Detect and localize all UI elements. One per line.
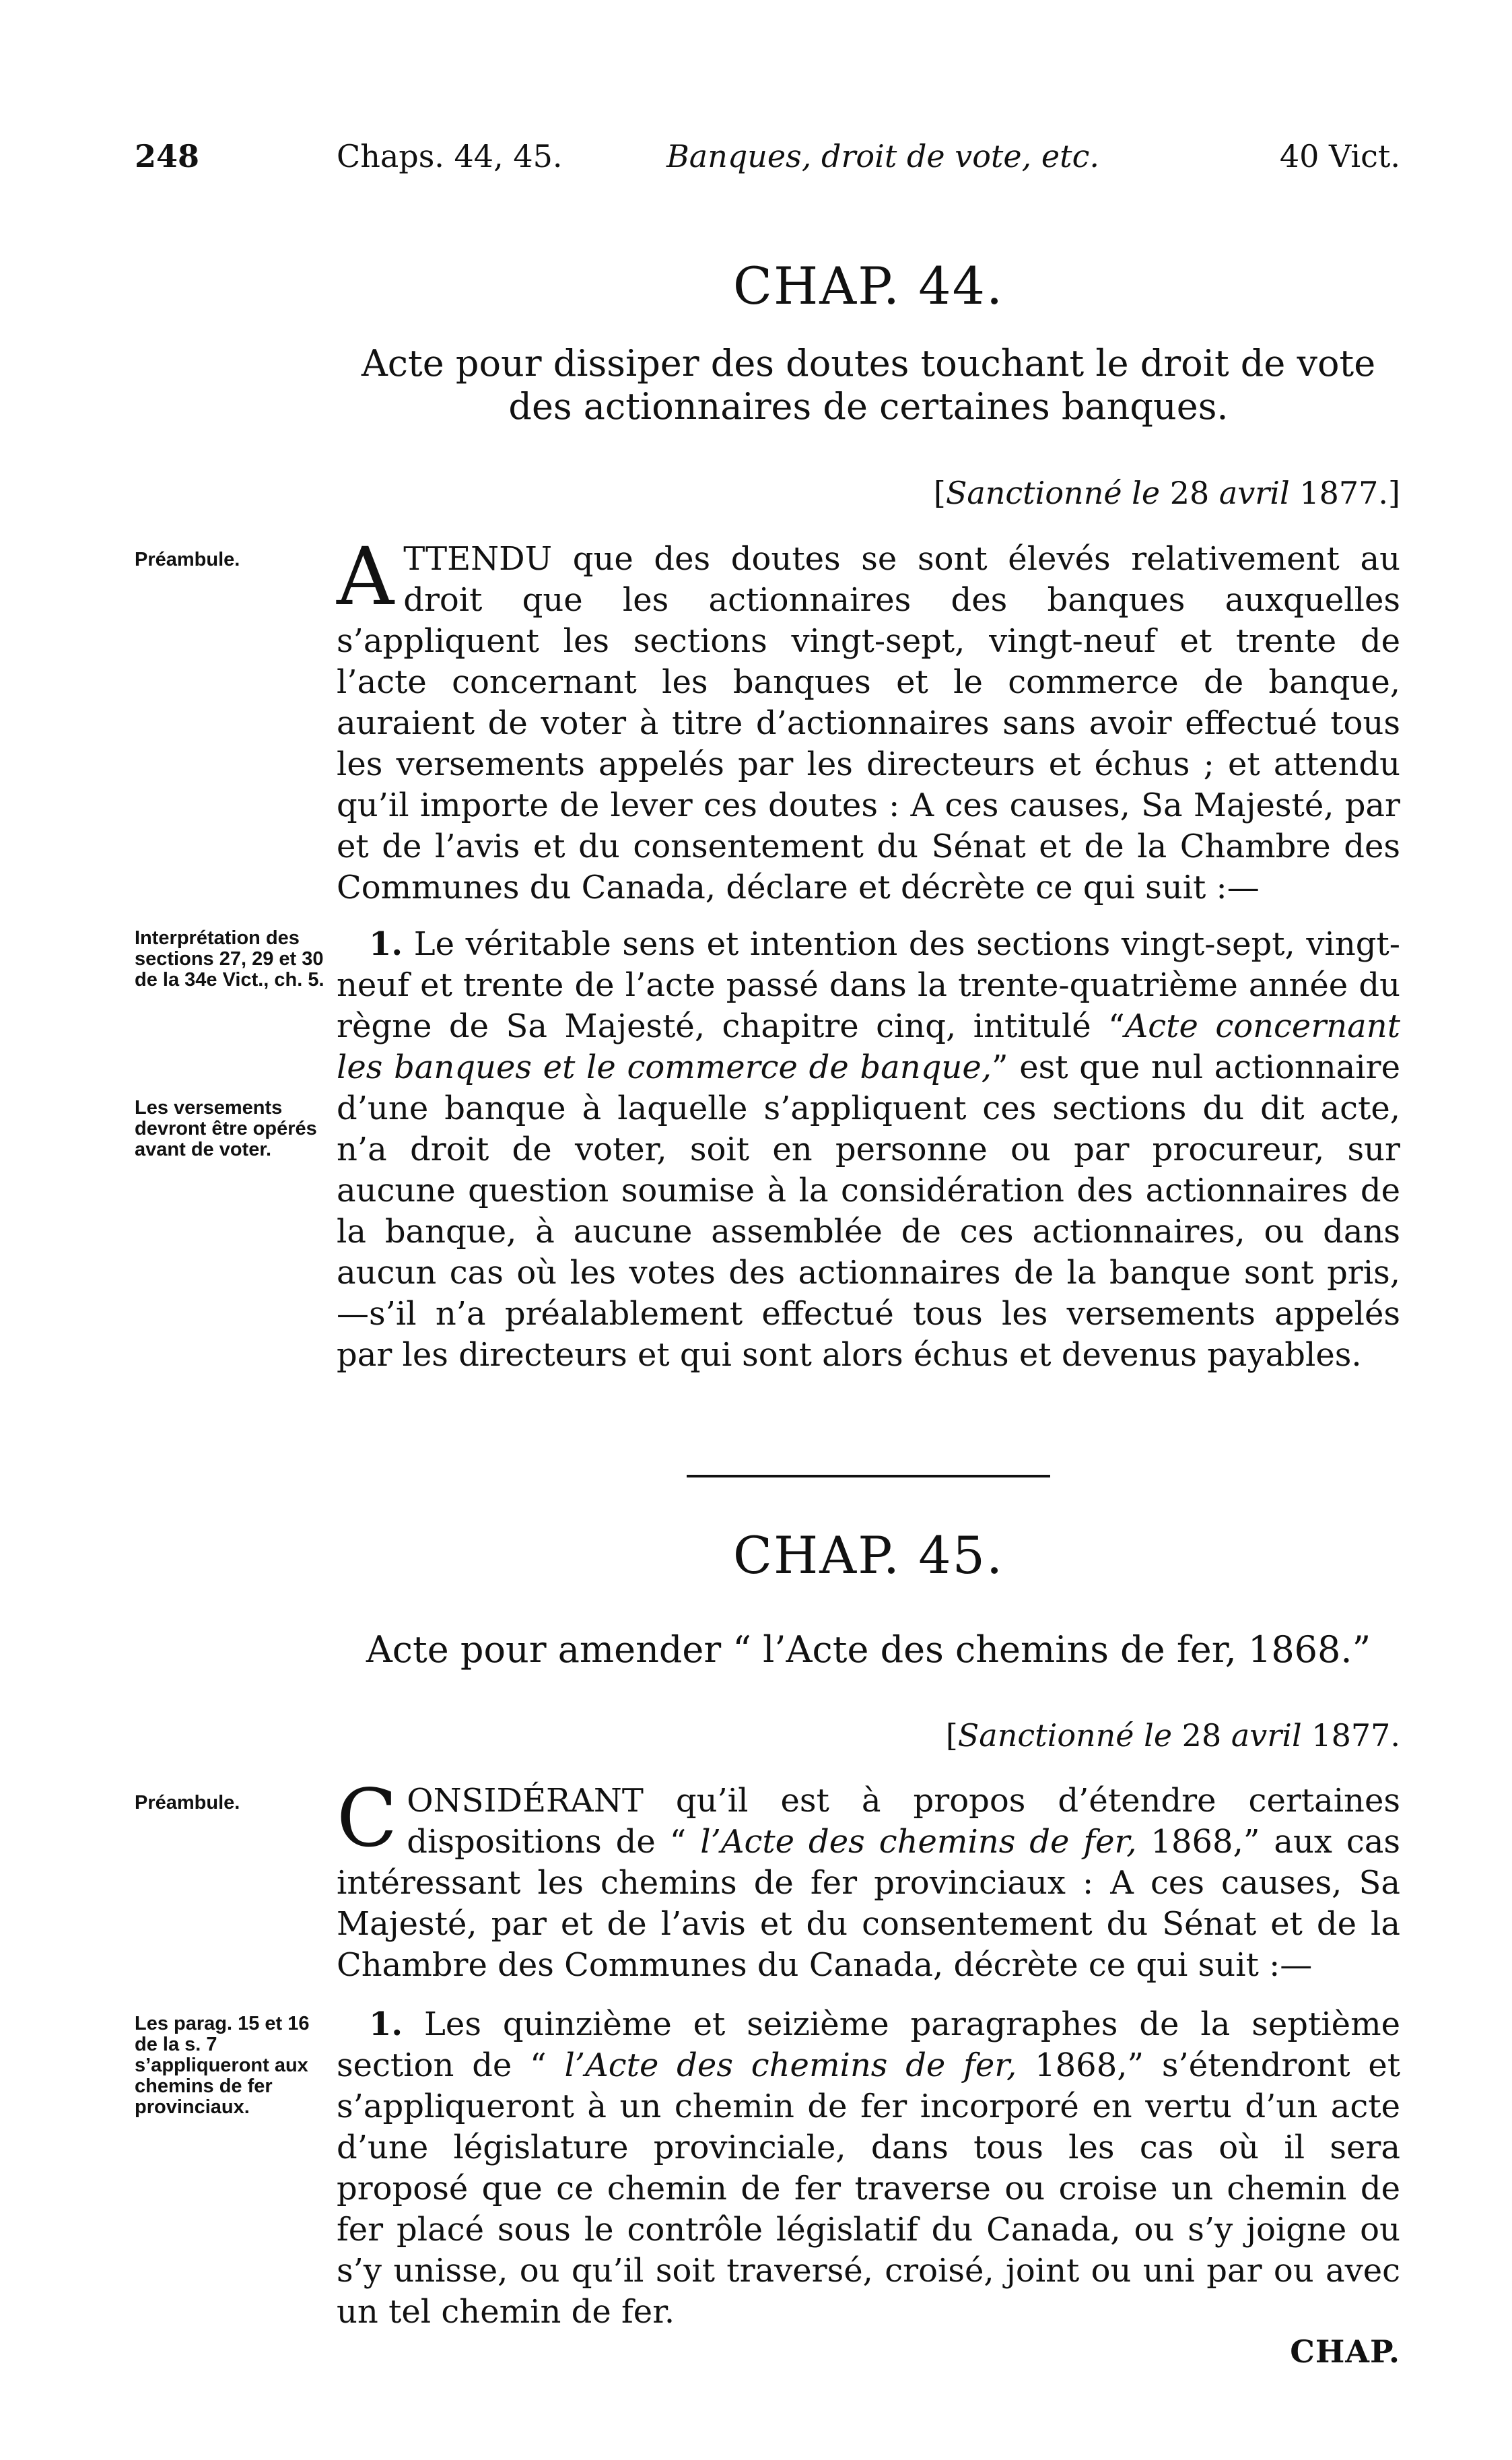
chap45-sanction: [Sanctionné le 28 avril 1877.: [945, 1717, 1400, 1754]
chap45-section-act-name: l’Acte des chemins de fer,: [564, 2047, 1017, 2084]
chap44-preamble-text: TTENDU que des doutes se sont élevés relativement au droit que les actionnaires des banques auxquelles s’appliquent les sections vingt-sept, vingt-neuf et trente de l’acte concernant les banques et le commerce de banque, auraient de voter à titre d’actionnaires sans avoir effectué tous les versements appelés par les directeurs et échus ; et attendu qu’il importe de lever ces doutes : A ces causes, Sa Majesté, par et de l’avis et du consentement du Sénat et de la Chambre des Communes du Canada, déclare et décrète ce qui suit :—: [337, 540, 1400, 906]
chap44-preamble-note: Préambule.: [135, 549, 240, 570]
chap45-section-1: [337, 2004, 1400, 2333]
chap45-heading: CHAP. 45.: [732, 1525, 1004, 1585]
chap45-sanction-day: 28: [1181, 1717, 1222, 1754]
chap44-sanction-label: Sanctionné le: [945, 475, 1161, 511]
header-regnal-year: 40 Vict.: [1279, 138, 1400, 174]
catchword: CHAP.: [1290, 2333, 1400, 2370]
chap45-title: Acte pour amender “ l’Acte des chemins de fer, 1868.”: [366, 1628, 1371, 1671]
chap44-sanction: [Sanctionné le 28 avril 1877.]: [933, 475, 1400, 511]
chap44-section-text-2: ” est que nul actionnaire d’une banque à laquelle s’appliquent ces sections du dit acte, n’a droit de voter, soit en personne ou par procureur, sur aucune question soumise à la considération des actionnaires de la banque, à aucune assemblée de ces actionnaires, ou dans aucun cas où les votes des actionnaires de la banque sont pris,—s’il n’a préalablement effectué tous les versements appelés par les directeurs et qui sont alors échus et devenus payables.: [337, 1049, 1400, 1374]
chap45-dropcap: C: [337, 1772, 398, 1865]
running-header: [135, 138, 1400, 185]
chap45-section-number: 1.: [369, 2005, 403, 2043]
chap45-note-paragraphs: Les parag. 15 et 16 de la s. 7 s’appliqueront aux chemins de fer provinciaux.: [135, 2013, 310, 2118]
chap45-sanction-month: avril: [1231, 1717, 1302, 1754]
chap45-preamble: [337, 1772, 1400, 1986]
chap44-sanction-month: avril: [1218, 475, 1290, 511]
chap44-preamble: [337, 530, 1400, 908]
chap45-section-text-1: Les quinzième et seizième paragraphes de la septième section de “: [337, 2005, 1400, 2084]
chap44-section-number: 1.: [369, 925, 403, 963]
chap45-preamble-note: Préambule.: [135, 1792, 240, 1814]
chap45-preamble-act-name: l’Acte des chemins de fer,: [700, 1823, 1137, 1861]
chap44-sanction-day: 28: [1169, 475, 1210, 511]
header-chapters: Chaps. 44, 45.: [337, 138, 563, 174]
page-number: 248: [135, 138, 200, 174]
section-divider: [687, 1475, 1050, 1477]
chap44-sanction-year: 1877: [1299, 475, 1379, 511]
header-title: Banques, droit de vote, etc.: [666, 138, 1099, 174]
chap44-section-1: [337, 924, 1400, 1376]
chap45-preamble-text-2: 1868,” aux cas intéressant les chemins de fer provinciaux : A ces causes, Sa Majesté, par et de l’avis et du consentement du Sénat et de la Chambre des Communes du Canada, décrète ce qui suit :—: [337, 1823, 1400, 1984]
chap44-section-act-name: Acte concernant les banques et le commerce de banque,: [337, 1007, 1400, 1086]
chap44-dropcap: A: [337, 530, 394, 623]
chap44-note-versements: Les versements devront être opérés avant de voter.: [135, 1097, 317, 1160]
chap44-heading: CHAP. 44.: [732, 256, 1004, 316]
chap45-sanction-label: Sanctionné le: [957, 1717, 1173, 1754]
chap45-preamble-text-1: ONSIDÉRANT qu’il est à propos d’étendre certaines dispositions de “: [407, 1782, 1400, 1861]
chap44-section-text-1: Le véritable sens et intention des sections vingt-sept, vingt-neuf et trente de l’acte passé dans la trente-quatrième année du règne de Sa Majesté, chapitre cinq, intitulé “: [337, 925, 1400, 1045]
chap45-sanction-year: 1877.: [1311, 1717, 1400, 1754]
chap44-note-interpretation: Interprétation des sections 27, 29 et 30 de la 34e Vict., ch. 5.: [135, 927, 324, 991]
chap44-title: Acte pour dissiper des doutes touchant le droit de vote des actionnaires de certaines banques.: [361, 342, 1376, 428]
chap45-section-text-2: 1868,” s’étendront et s’appliqueront à un chemin de fer incorporé en vertu d’un acte d’une législature provinciale, dans tous les cas où il sera proposé que ce chemin de fer traverse ou croise un chemin de fer placé sous le contrôle législatif du Canada, ou s’y joigne ou s’y unisse, ou qu’il soit traversé, croisé, joint ou uni par ou avec un tel chemin de fer.: [337, 2047, 1401, 2331]
